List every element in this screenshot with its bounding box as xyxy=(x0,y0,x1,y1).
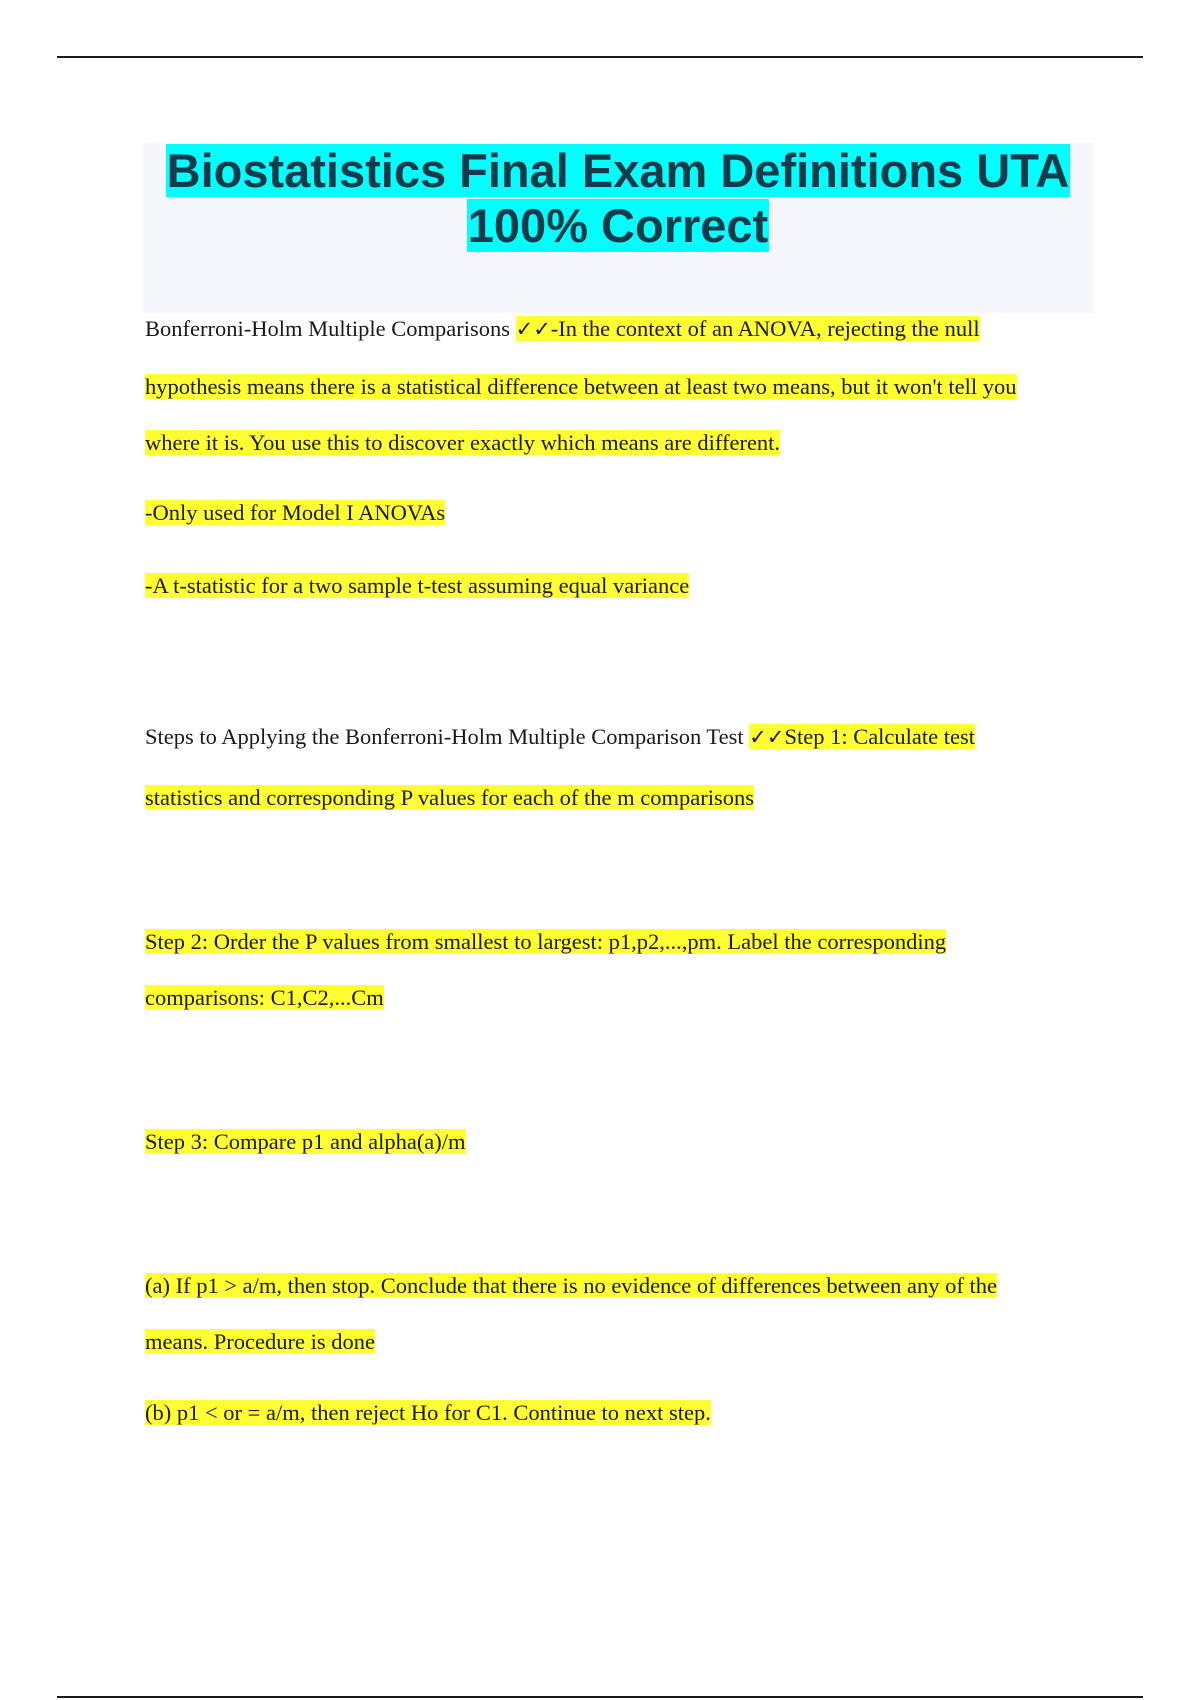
entry-2-line-1 xyxy=(145,708,1085,766)
header-rule xyxy=(57,56,1143,58)
entry-2-substep-a-line-2: means. Procedure is done xyxy=(145,1329,375,1354)
entry-2-step-3-para xyxy=(145,1113,1085,1170)
entry-1-note-1 xyxy=(145,484,1085,541)
entry-1-line-2 xyxy=(145,358,1085,415)
entry-2-substep-a-line-1: (a) If p1 > a/m, then stop. Conclude that there is no evidence of differences between any of the xyxy=(145,1273,997,1298)
title-line-1: Biostatistics Final Exam Definitions UTA xyxy=(166,144,1070,197)
entry-2-substep-a-para-1 xyxy=(145,1257,1085,1314)
entry-2-line-2 xyxy=(145,769,1085,826)
entry-2-step-1-line-2: statistics and corresponding P values for each of the m comparisons xyxy=(145,785,755,810)
footer-rule xyxy=(57,1696,1143,1698)
double-check-icon: ✓✓ xyxy=(515,317,551,341)
entry-1-definition-line-3: where it is. You use this to discover exactly which means are different. xyxy=(145,430,781,455)
entry-1-note-2 xyxy=(145,557,1085,614)
entry-1-note-1-text: -Only used for Model I ANOVAs xyxy=(145,500,446,525)
entry-1-definition-line-1: -In the context of an ANOVA, rejecting the null xyxy=(550,316,980,341)
entry-2-step-3-text: Step 3: Compare p1 and alpha(a)/m xyxy=(145,1129,466,1154)
entry-1-line-3 xyxy=(145,414,1085,471)
entry-1-term: Bonferroni-Holm Multiple Comparisons xyxy=(145,316,510,341)
entry-2-substep-b-line-1: (b) p1 < or = a/m, then reject Ho for C1. Continue to next step. xyxy=(145,1400,711,1425)
document-title xyxy=(143,143,1093,253)
entry-2-term: Steps to Applying the Bonferroni-Holm Multiple Comparison Test xyxy=(145,724,744,749)
entry-2-substep-b-para xyxy=(145,1384,1085,1441)
title-line-2: 100% Correct xyxy=(467,199,769,252)
entry-2-step-2-para-2 xyxy=(145,969,1085,1026)
entry-2-step-2-para-1 xyxy=(145,913,1085,970)
entry-2-step-2-line-1: Step 2: Order the P values from smallest to largest: p1,p2,...,pm. Label the corresponding xyxy=(145,929,947,954)
double-check-icon: ✓✓ xyxy=(749,725,785,749)
entry-2-substep-a-para-2 xyxy=(145,1313,1085,1370)
entry-1-note-2-text: -A t-statistic for a two sample t-test assuming equal variance xyxy=(145,573,690,598)
entry-2-step-2-line-2: comparisons: C1,C2,...Cm xyxy=(145,985,384,1010)
entry-1-definition-line-2: hypothesis means there is a statistical difference between at least two means, but it won't tell you xyxy=(145,374,1017,399)
entry-1-line-1 xyxy=(145,300,1085,358)
entry-2-step-1-line-1: Step 1: Calculate test xyxy=(784,724,976,749)
